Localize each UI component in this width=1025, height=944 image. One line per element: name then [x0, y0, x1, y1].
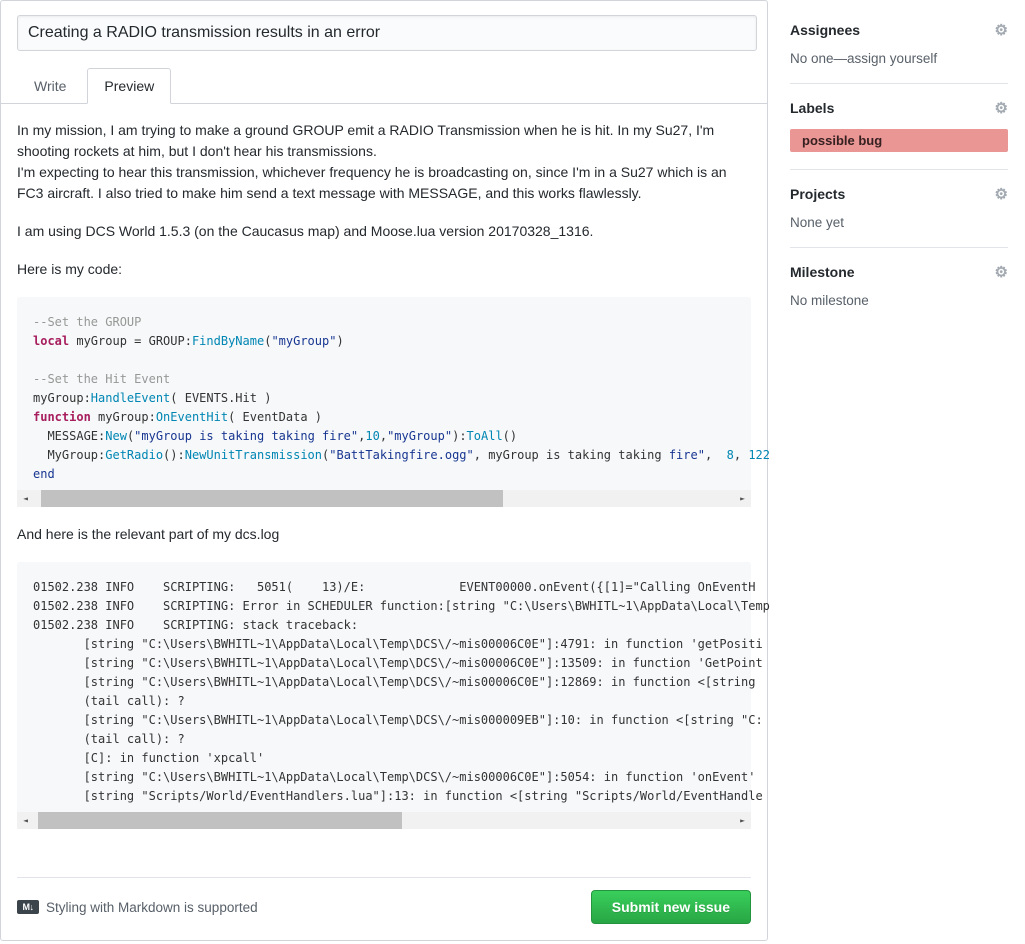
issue-body-paragraph-1 — [17, 120, 751, 204]
sidebar-section-milestone — [790, 264, 1008, 308]
sidebar-section-assignees — [790, 22, 1008, 66]
sidebar-divider — [790, 169, 1008, 170]
scrollbar-track[interactable] — [34, 812, 734, 829]
log-horizontal-scrollbar[interactable] — [17, 812, 751, 829]
lua-code-block — [17, 297, 771, 507]
sidebar-divider — [790, 83, 1008, 84]
gear-icon[interactable]: ⚙ — [994, 263, 1008, 281]
tab-write[interactable]: Write — [34, 78, 67, 94]
gear-icon[interactable]: ⚙ — [994, 185, 1008, 203]
projects-empty-text: None yet — [790, 215, 845, 230]
issue-sidebar — [790, 0, 1008, 944]
scroll-left-arrow-icon[interactable]: ◄ — [23, 493, 28, 503]
issue-body-paragraph-4: And here is the relevant part of my dcs.log — [17, 526, 280, 542]
assignees-empty-text[interactable]: No one—assign yourself — [790, 51, 938, 66]
gear-icon[interactable]: ⚙ — [994, 21, 1008, 39]
scrollbar-thumb[interactable] — [41, 490, 503, 507]
milestone-heading: Milestone — [790, 264, 855, 280]
markdown-hint-text: Styling with Markdown is supported — [46, 899, 258, 915]
label-possible-bug[interactable]: possible bug — [790, 129, 1008, 152]
submit-new-issue-button[interactable]: Submit new issue — [591, 890, 751, 924]
lua-code-content: --Set the GROUP local myGroup = GROUP:FindByName("myGroup") --Set the Hit Event myGroup:HandleEvent( EVENTS.Hit ) function myGroup:OnEventHit( EventData ) MESSAGE:New("myGroup is taking taking fire",10,"myGroup"):ToAll() MyGroup:GetRadio():NewUnitTransmission("BattTakingfire.ogg", myGroup is taking taking fire", 8, 122 end — [33, 315, 771, 481]
log-code-content: 01502.238 INFO SCRIPTING: 5051( 13)/E: EVENT00000.onEvent({[1]="Calling OnEventH 01502.238 INFO SCRIPTING: Error in SCHEDULER function:[string "C:\Users\BWHITL~1\AppData\Local\Temp 01502.238 INFO SCRIPTING: stack traceback: [string "C:\Users\BWHITL~1\AppData\Local\Temp\DCS\/~mis00006C0E"]:4791: in function 'getPositi [string "C:\Users\BWHITL~1\AppData\Local\Temp\DCS\/~mis00006C0E"]:13509: in function 'GetPoint [string "C:\Users\BWHITL~1\AppData\Local\Temp\DCS\/~mis00006C0E"]:12869: in function <[string (tail call): ? [string "C:\Users\BWHITL~1\AppData\Local\Temp\DCS\/~mis000009EB"]:10: in function <[string "C: (tail call): ? [C]: in function 'xpcall' [string "C:\Users\BWHITL~1\AppData\Local\Temp\DCS\/~mis00006C0E"]:5054: in function 'onEvent' [string "Scripts/World/EventHandlers.lua"]:13: in function <[string "Scripts/World/EventHandle — [33, 580, 770, 803]
preview-pane — [1, 104, 771, 877]
scroll-right-arrow-icon[interactable]: ► — [740, 493, 745, 503]
sidebar-divider — [790, 247, 1008, 248]
issue-body-paragraph-3: Here is my code: — [17, 261, 123, 277]
issue-body-paragraph-2: I am using DCS World 1.5.3 (on the Caucasus map) and Moose.lua version 20170328_1316. — [17, 223, 594, 239]
paragraph-text: I'm expecting to hear this transmission, whichever frequency he is broadcasting on, since I'm in a Su27 which is an FC3 aircraft. I also tried to make him send a text message with MESSAGE, and this works flawlessly. — [17, 164, 727, 201]
scrollbar-track[interactable] — [34, 490, 734, 507]
scroll-right-arrow-icon[interactable]: ► — [740, 815, 745, 825]
paragraph-text: In my mission, I am trying to make a ground GROUP emit a RADIO Transmission when he is hit. In my Su27, I'm shooting rockets at him, but I don't hear his transmissions. — [17, 122, 715, 159]
projects-heading: Projects — [790, 186, 846, 202]
scrollbar-thumb[interactable] — [38, 812, 402, 829]
log-code-block — [17, 562, 770, 829]
scroll-left-arrow-icon[interactable]: ◄ — [23, 815, 28, 825]
milestone-empty-text: No milestone — [790, 293, 869, 308]
form-footer — [17, 877, 751, 940]
issue-title-input[interactable] — [17, 15, 757, 51]
markdown-icon: M↓ — [17, 900, 39, 914]
markdown-supported-link[interactable] — [17, 900, 258, 915]
gear-icon[interactable]: ⚙ — [994, 99, 1008, 117]
write-preview-tab-bar — [1, 68, 767, 104]
tab-preview[interactable]: Preview — [87, 68, 171, 104]
code-horizontal-scrollbar[interactable] — [17, 490, 751, 507]
assignees-heading: Assignees — [790, 22, 861, 38]
sidebar-section-projects — [790, 186, 1008, 230]
labels-heading: Labels — [790, 100, 835, 116]
title-field-wrap — [1, 1, 767, 51]
sidebar-section-labels — [790, 100, 1008, 152]
